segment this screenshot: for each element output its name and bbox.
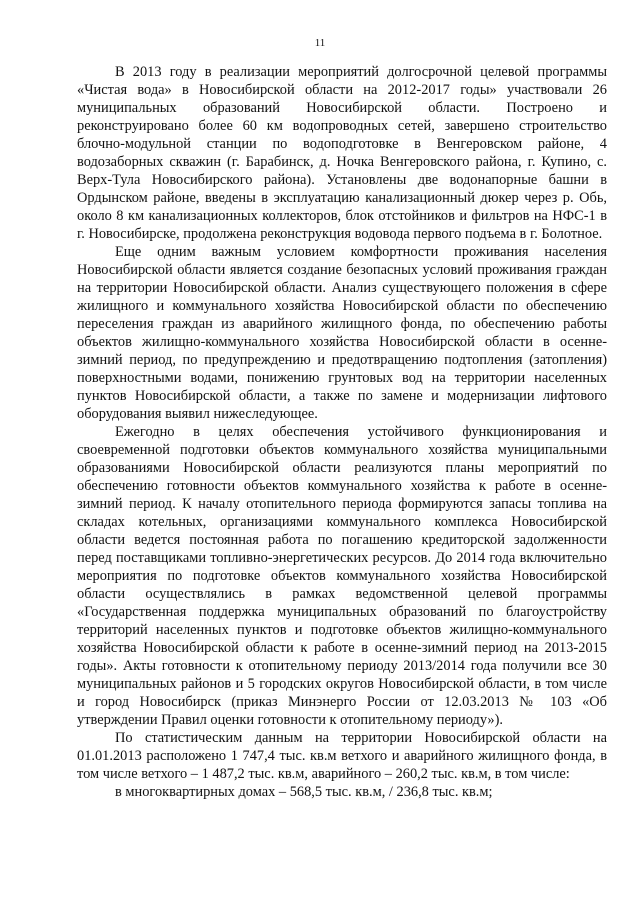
- body-text: [77, 63, 607, 801]
- paragraph-water-program: В 2013 году в реализации мероприятий долгосрочной целевой программы «Чистая вода» в Новосибирской области на 2012-2017 годы» участвовали 26 муниципальных образований Новосибирской области. Построено и реконструировано более 60 км водопроводных сетей, завершено строительство блочно-модульной станции по водоподготовке в Венгеровском районе, 4 водозаборных скважин (г. Барабинск, д. Ночка Венгеровского района, г. Купино, с. Верх-Тула Новосибирского района). Установлены две водонапорные башни в Ордынском районе, введены в эксплуатацию канализационный дюкер через р. Обь, около 8 км канализационных коллекторов, блок отстойников и фильтров на НФС-1 в г. Новосибирске, продолжена реконструкция водовода первого подъема в г. Болотное.: [77, 64, 607, 242]
- paragraph-housing-statistics: По статистическим данным на территории Новосибирской области на 01.01.2013 расположено 1 747,4 тыс. кв.м ветхого и аварийного жилищного фонда, в том числе ветхого – 1 487,2 тыс. кв.м, аварийного – 260,2 тыс. кв.м, в том числе:: [77, 730, 607, 782]
- list-item-apartment-buildings: в многоквартирных домах – 568,5 тыс. кв.м, / 236,8 тыс. кв.м;: [115, 784, 493, 800]
- page-number: 11: [314, 37, 326, 49]
- paragraph-living-conditions: Еще одним важным условием комфортности проживания населения Новосибирской области является создание безопасных условий проживания граждан на территории Новосибирской области. Анализ существующего положения в сфере жилищного и коммунального хозяйства Новосибирской области по обеспечению переселения граждан из аварийного жилищного фонда, по обеспечению работы объектов жилищно-коммунального хозяйства Новосибирской области в осенне-зимний период, по предупреждению и предотвращению подтопления (затопления) поверхностными водами, понижению грунтовых вод на территории населенных пунктов Новосибирской области, а также по замене и модернизации лифтового оборудования выявил нижеследующее.: [77, 244, 607, 422]
- paragraph-heating-readiness: Ежегодно в целях обеспечения устойчивого функционирования и своевременной подготовки объектов коммунального хозяйства муниципальными образованиями Новосибирской области реализуются планы мероприятий по обеспечению готовности объектов коммунального хозяйства к работе в осенне-зимний период. К началу отопительного периода формируются запасы топлива на складах котельных, организациями коммунального комплекса Новосибирской области ведется постоянная работа по погашению кредиторской задолженности перед поставщиками топливно-энергетических ресурсов. До 2014 года включительно мероприятия по подготовке объектов коммунального хозяйства Новосибирской области осуществлялись в рамках ведомственной целевой программы «Государственная поддержка муниципальных образований по благоустройству территорий населенных пунктов и подготовке объектов жилищно-коммунального хозяйства Новосибирской области к работе в осенне-зимний период на 2013-2015 годы». Акты готовности к отопительному периоду 2013/2014 года получили все 30 муниципальных районов и 5 городских округов Новосибирской области, в том числе и город Новосибирск (приказ Минэнерго России от 12.03.2013 № 103 «Об утверждении Правил оценки готовности к отопительному периоду»).: [77, 424, 607, 728]
